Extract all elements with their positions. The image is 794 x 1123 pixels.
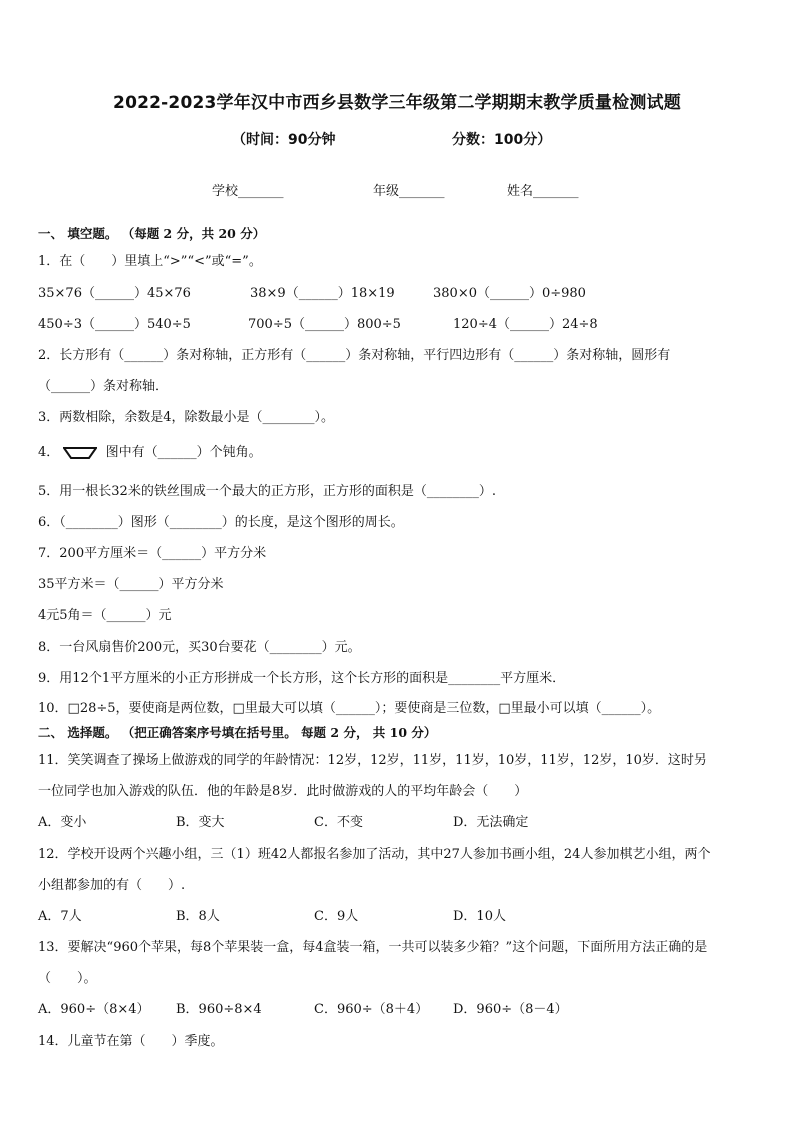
q1-item: 380×0（______）0÷980 [433, 286, 586, 301]
section-heading-multiple-choice: 二、 选择题。 （把正确答案序号填在括号里。 每题 2 分， 共 10 分） [38, 725, 437, 740]
question-4-number: 4． [38, 445, 60, 460]
exam-score: 分数：100分） [452, 132, 552, 148]
question-4-text: 图中有（______）个钝角。 [105, 445, 262, 460]
question-10: 10．□28÷5，要使商是两位数，□里最大可以填（______）；要使商是三位数，□里最小可以填（______）。 [38, 701, 661, 716]
q1-item: 450÷3（______）540÷5 [38, 317, 191, 332]
question-13-line-2: （ ）。 [38, 971, 97, 986]
q13-option-a: A．960÷（8×4） [38, 1002, 150, 1017]
q11-option-d: D．无法确定 [453, 815, 529, 830]
q1-item: 120÷4（______）24÷8 [453, 317, 598, 332]
question-11-line-1: 11．笑笑调查了操场上做游戏的同学的年龄情况：12岁，12岁，11岁，11岁，10岁，11岁，12岁，10岁．这时另 [38, 753, 707, 768]
question-2-line-2: （______）条对称轴． [38, 379, 169, 394]
question-1: 1．在（ ）里填上“>”“<”或“=”。 [38, 254, 262, 269]
q12-option-b: B．8人 [176, 909, 220, 924]
q13-option-d: D．960÷（8－4） [453, 1002, 568, 1017]
question-14: 14．儿童节在第（ ）季度。 [38, 1034, 224, 1049]
q11-option-b: B．变大 [176, 815, 225, 830]
question-2-line-1: 2．长方形有（______）条对称轴，正方形有（______）条对称轴，平行四边形有（______）条对称轴，圆形有 [38, 348, 671, 363]
question-11-line-2: 一位同学也加入游戏的队伍．他的年龄是8岁．此时做游戏的人的平均年龄会（ ） [38, 784, 528, 799]
question-9: 9．用12个1平方厘米的小正方形拼成一个长方形，这个长方形的面积是________平方厘米． [38, 671, 566, 686]
q13-option-c: C．960÷（8＋4） [314, 1002, 429, 1017]
exam-time: （时间：90分钟 [232, 132, 336, 148]
q12-option-a: A．7人 [38, 909, 82, 924]
question-12-line-2: 小组都参加的有（ ）. [38, 878, 186, 893]
question-6: 6．（________）图形（________）的长度，是这个图形的周长。 [38, 515, 404, 530]
trapezoid-figure-icon [63, 446, 97, 460]
grade-field: 年级_______ [373, 184, 445, 199]
question-4 [38, 441, 262, 460]
school-field: 学校_______ [212, 184, 284, 199]
q11-option-c: C．不变 [314, 815, 363, 830]
question-8: 8．一台风扇售价200元，买30台要花（________）元。 [38, 640, 361, 655]
page-title: 2022-2023学年汉中市西乡县数学三年级第二学期期末教学质量检测试题 [113, 93, 681, 113]
question-7-line-1: 7．200平方厘米＝（______）平方分米 [38, 546, 267, 561]
q1-item: 35×76（______）45×76 [38, 286, 191, 301]
q11-option-a: A．变小 [38, 815, 87, 830]
question-7-line-3: 4元5角＝（______）元 [38, 608, 172, 623]
question-12-line-1: 12．学校开设两个兴趣小组，三（1）班42人都报名参加了活动，其中27人参加书画小组，24人参加棋艺小组，两个 [38, 847, 711, 862]
q12-option-c: C．9人 [314, 909, 359, 924]
q1-item: 38×9（______）18×19 [250, 286, 395, 301]
name-field: 姓名_______ [507, 184, 579, 199]
section-heading-fill-in: 一、 填空题。 （每题 2 分，共 20 分） [38, 226, 266, 241]
question-3: 3．两数相除，余数是4，除数最小是（________）。 [38, 410, 335, 425]
q12-option-d: D．10人 [453, 909, 506, 924]
q13-option-b: B．960÷8×4 [176, 1002, 262, 1017]
question-5: 5．用一根长32米的铁丝围成一个最大的正方形，正方形的面积是（________）. [38, 484, 496, 499]
q1-item: 700÷5（______）800÷5 [248, 317, 401, 332]
question-7-line-2: 35平方米＝（______）平方分米 [38, 577, 224, 592]
question-13-line-1: 13．要解决“960个苹果，每8个苹果装一盒，每4盒装一箱，一共可以装多少箱？”这个问题，下面所用方法正确的是 [38, 940, 708, 955]
